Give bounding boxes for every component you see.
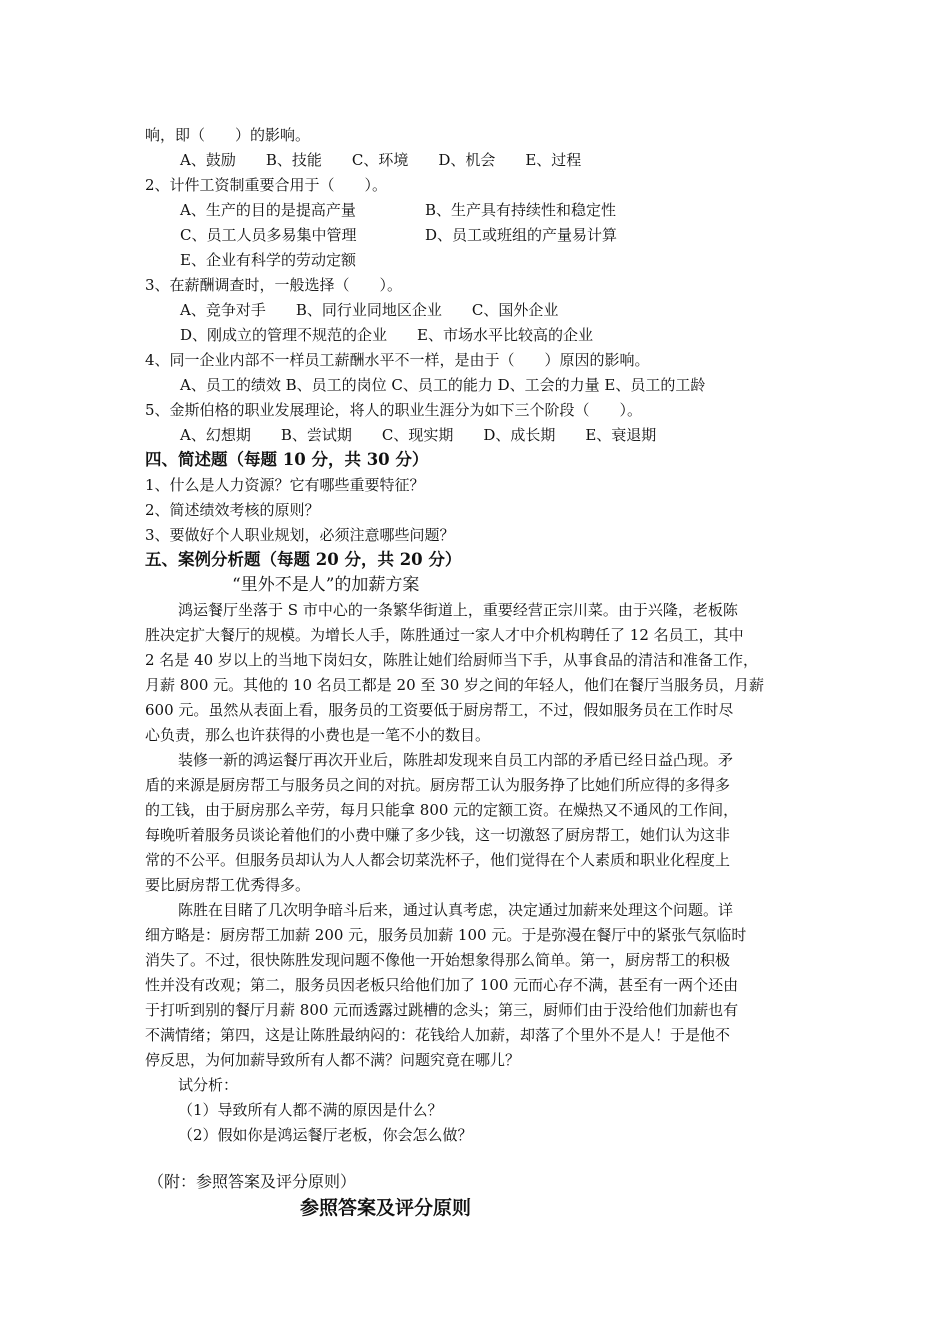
q5-options-line: A、幻想期 B、尝试期 C、现实期 D、成长期 E、衰退期 <box>180 426 657 444</box>
options-line: A、鼓励 B、技能 C、环境 D、机会 E、过程 <box>180 151 582 169</box>
answer-key-title: 参照答案及评分原则 <box>300 1197 472 1219</box>
q2-option-b: B、生产具有持续性和稳定性 <box>425 201 617 219</box>
short-answer-3: 3、要做好个人职业规划，必须注意哪些问题？ <box>145 526 455 544</box>
case-title: “里外不是人”的加薪方案 <box>232 575 420 595</box>
case-paragraph-line: 每晚听着服务员谈论着他们的小费中赚了多少钱，这一切激怒了厨房帮工，她们认为这非 <box>145 826 731 844</box>
question-4-stem: 4、同一企业内部不一样员工薪酬水平不一样，是由于（ ）原因的影响。 <box>145 351 650 369</box>
case-paragraph-line: 常的不公平。但服务员却认为人人都会切菜洗杯子，他们觉得在个人素质和职业化程度上 <box>145 851 731 869</box>
case-paragraph-line: 装修一新的鸿运餐厅再次开业后，陈胜却发现来自员工内部的矛盾已经日益凸现。矛 <box>178 751 734 769</box>
q2-option-e: E、企业有科学的劳动定额 <box>180 251 356 269</box>
q2-option-a: A、生产的目的是提高产量 <box>180 201 356 219</box>
q2-option-c: C、员工人员多易集中管理 <box>180 226 357 244</box>
case-paragraph-line: 于打听到别的餐厅月薪 800 元而透露过跳槽的念头；第三，厨师们由于没给他们加薪也有 <box>145 1001 739 1019</box>
section-5-heading: 五、案例分析题（每题 20 分，共 20 分） <box>145 550 462 569</box>
question-continuation: 响，即（ ）的影响。 <box>145 126 311 144</box>
short-answer-1: 1、什么是人力资源？它有哪些重要特征？ <box>145 476 425 494</box>
case-paragraph-line: 停反思，为何加薪导致所有人都不满？问题究竟在哪儿？ <box>145 1051 521 1069</box>
case-paragraph-line: 细方略是：厨房帮工加薪 200 元，服务员加薪 100 元。于是弥漫在餐厅中的紧张气氛临时 <box>145 926 747 944</box>
case-paragraph-line: 陈胜在目睹了几次明争暗斗后来，通过认真考虑，决定通过加薪来处理这个问题。详 <box>178 901 734 919</box>
analysis-question-2: （2）假如你是鸿运餐厅老板，你会怎么做？ <box>178 1126 473 1144</box>
section-4-heading: 四、简述题（每题 10 分，共 30 分） <box>145 450 429 469</box>
q4-options-line: A、员工的绩效 B、员工的岗位 C、员工的能力 D、工会的力量 E、员工的工龄 <box>180 376 706 394</box>
case-paragraph-line: 600 元。虽然从表面上看，服务员的工资要低于厨房帮工，不过，假如服务员在工作时尽 <box>145 701 734 719</box>
case-paragraph-line: 月薪 800 元。其他的 10 名员工都是 20 至 30 岁之间的年轻人，他们在餐厅当服务员，月薪 <box>145 676 765 694</box>
question-3-stem: 3、在薪酬调查时，一般选择（ ）。 <box>145 276 403 294</box>
q3-options-line1: A、竞争对手 B、同行业同地区企业 C、国外企业 <box>180 301 559 319</box>
case-paragraph-line: 的工钱，由于厨房那么辛劳，每月只能拿 800 元的定额工资。在燥热又不通风的工作间， <box>145 801 739 819</box>
appendix-note: （附：参照答案及评分原则） <box>148 1172 357 1191</box>
question-5-stem: 5、金斯伯格的职业发展理论，将人的职业生涯分为如下三个阶段（ ）。 <box>145 401 643 419</box>
case-paragraph-line: 性并没有改观；第二，服务员因老板只给他们加了 100 元而心存不满，甚至有一两个还由 <box>145 976 739 994</box>
question-2-stem: 2、计件工资制重要合用于（ ）。 <box>145 176 388 194</box>
analysis-question-1: （1）导致所有人都不满的原因是什么？ <box>178 1101 443 1119</box>
case-paragraph-line: 鸿运餐厅坐落于 S 市中心的一条繁华街道上，重要经营正宗川菜。由于兴隆，老板陈 <box>178 601 738 619</box>
q3-options-line2: D、刚成立的管理不规范的企业 E、市场水平比较高的企业 <box>180 326 593 344</box>
short-answer-2: 2、简述绩效考核的原则？ <box>145 501 320 519</box>
analyze-prompt: 试分析： <box>178 1076 239 1094</box>
case-paragraph-line: 要比厨房帮工优秀得多。 <box>145 876 311 894</box>
q2-option-d: D、员工或班组的产量易计算 <box>425 226 618 244</box>
case-paragraph-line: 盾的来源是厨房帮工与服务员之间的对抗。厨房帮工认为服务挣了比她们所应得的多得多 <box>145 776 731 794</box>
case-paragraph-line: 胜决定扩大餐厅的规模。为增长人手，陈胜通过一家人才中介机构聘任了 12 名员工，其中 <box>145 626 744 644</box>
case-paragraph-line: 心负责，那么也许获得的小费也是一笔不小的数目。 <box>145 726 491 744</box>
case-paragraph-line: 不满情绪；第四，这是让陈胜最纳闷的：花钱给人加薪，却落了个里外不是人！于是他不 <box>145 1026 731 1044</box>
case-paragraph-line: 消失了。不过，很快陈胜发现问题不像他一开始想象得那么简单。第一，厨房帮工的积极 <box>145 951 731 969</box>
case-paragraph-line: 2 名是 40 岁以上的当地下岗妇女，陈胜让她们给厨师当下手，从事食品的清洁和准备工作， <box>145 651 758 669</box>
